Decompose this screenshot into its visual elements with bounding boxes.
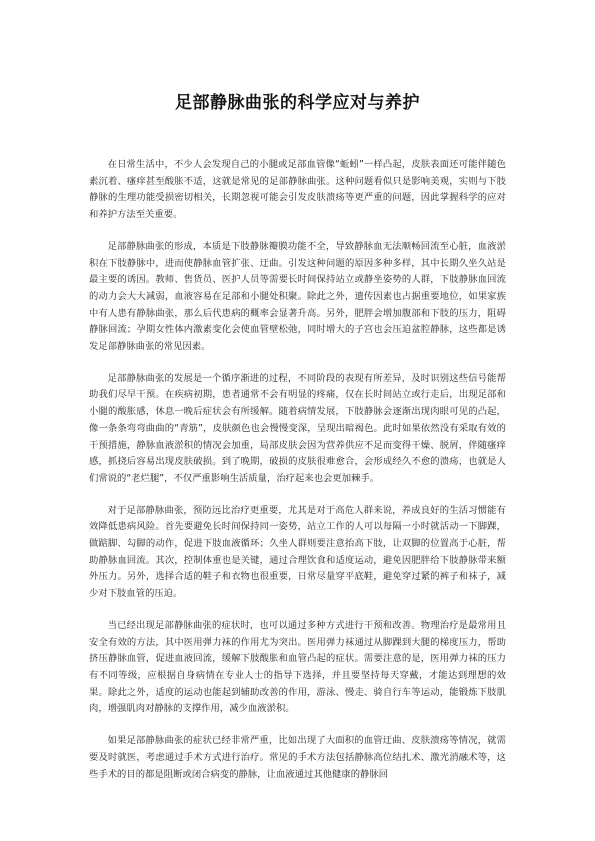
article-body (89, 157, 506, 798)
paragraph: 足部静脉曲张的发展是一个循序渐进的过程，不同阶段的表现有所差异，及时识别这些信号能帮助我们尽早干预。在疾病初期，患者通常不会有明显的疼痛，仅在长时间站立或行走后，出现足部和小腿的酸胀感，休息一晚后症状会有所缓解。随着病情发展，下肢静脉会逐渐出现肉眼可见的凸起，像一条条弯弯曲曲的“青筋”，皮肤颜色也会慢慢变深，呈现出暗褐色。此时如果依然没有采取有效的干预措施，静脉血液淤积的情况会加重，局部皮肤会因为营养供应不足而变得干燥、脱屑，伴随瘙痒感，抓挠后容易出现皮肤破损。到了晚期，破损的皮肤很难愈合，会形成经久不愈的溃疡，也就是人们常说的“老烂腿”，不仅严重影响生活质量，治疗起来也会更加棘手。 (89, 372, 506, 484)
paragraph: 足部静脉曲张的形成，本质是下肢静脉瓣膜功能不全，导致静脉血无法顺畅回流至心脏，血液淤积在下肢静脉中，进而使静脉血管扩张、迂曲。引发这种问题的原因多种多样，其中长期久坐久站是最主要的诱因。教师、售货员、医护人员等需要长时间保持站立或静坐姿势的人群，下肢静脉血回流的动力会大大减弱，血液容易在足部和小腿处积聚。除此之外，遗传因素也占据重要地位，如果家族中有人患有静脉曲张，那么后代患病的概率会显著升高。另外，肥胖会增加腹部和下肢的压力，阻碍静脉回流；孕期女性体内激素变化会使血管壁松弛，同时增大的子宫也会压迫盆腔静脉，这些都是诱发足部静脉曲张的常见因素。 (89, 240, 506, 353)
paragraph: 在日常生活中，不少人会发现自己的小腿或足部血管像“蚯蚓”一样凸起，皮肤表面还可能伴随色素沉着、瘙痒甚至酸胀不适，这就是常见的足部静脉曲张。这种问题看似只是影响美观，实则与下肢静脉的生理功能受损密切相关，长期忽视可能会引发皮肤溃疡等更严重的问题，因此掌握科学的应对和养护方法至关重要。 (89, 159, 506, 221)
paragraph: 对于足部静脉曲张，预防远比治疗更重要，尤其是对于高危人群来说，养成良好的生活习惯能有效降低患病风险。首先要避免长时间保持同一姿势，站立工作的人可以每隔一小时就活动一下脚踝，做踮脚、勾脚的动作，促进下肢血液循环；久坐人群则要注意抬高下肢，让双脚的位置高于心脏，帮助静脉血回流。其次，控制体重也是关键，通过合理饮食和适度运动，避免因肥胖给下肢静脉带来额外压力。另外，选择合适的鞋子和衣物也很重要，日常尽量穿平底鞋，避免穿过紧的裤子和袜子，减少对下肢血管的压迫。 (89, 504, 506, 600)
paragraph: 如果足部静脉曲张的症状已经非常严重，比如出现了大面积的血管迂曲、皮肤溃疡等情况，就需要及时就医，考虑通过手术方式进行治疗。常见的手术方法包括静脉高位结扎术、激光消融术等，这些手术的目的都是阻断或闭合病变的静脉，让血液通过其他健康的静脉回 (89, 735, 506, 780)
paragraph: 当已经出现足部静脉曲张的症状时，也可以通过多种方式进行干预和改善。物理治疗是最常用且安全有效的方法，其中医用弹力袜的作用尤为突出。医用弹力袜通过从脚踝到大腿的梯度压力，帮助挤压静脉血管，促进血液回流，缓解下肢酸胀和血管凸起的症状。需要注意的是，医用弹力袜的压力有不同等级，应根据自身病情在专业人士的指导下选择，并且要坚持每天穿戴，才能达到理想的效果。除此之外，适度的运动也能起到辅助改善的作用，游泳、慢走、骑自行车等运动，能锻炼下肢肌肉，增强肌肉对静脉的支撑作用，减少血液淤积。 (89, 619, 506, 715)
page-title: 足部静脉曲张的科学应对与养护 (175, 93, 420, 113)
